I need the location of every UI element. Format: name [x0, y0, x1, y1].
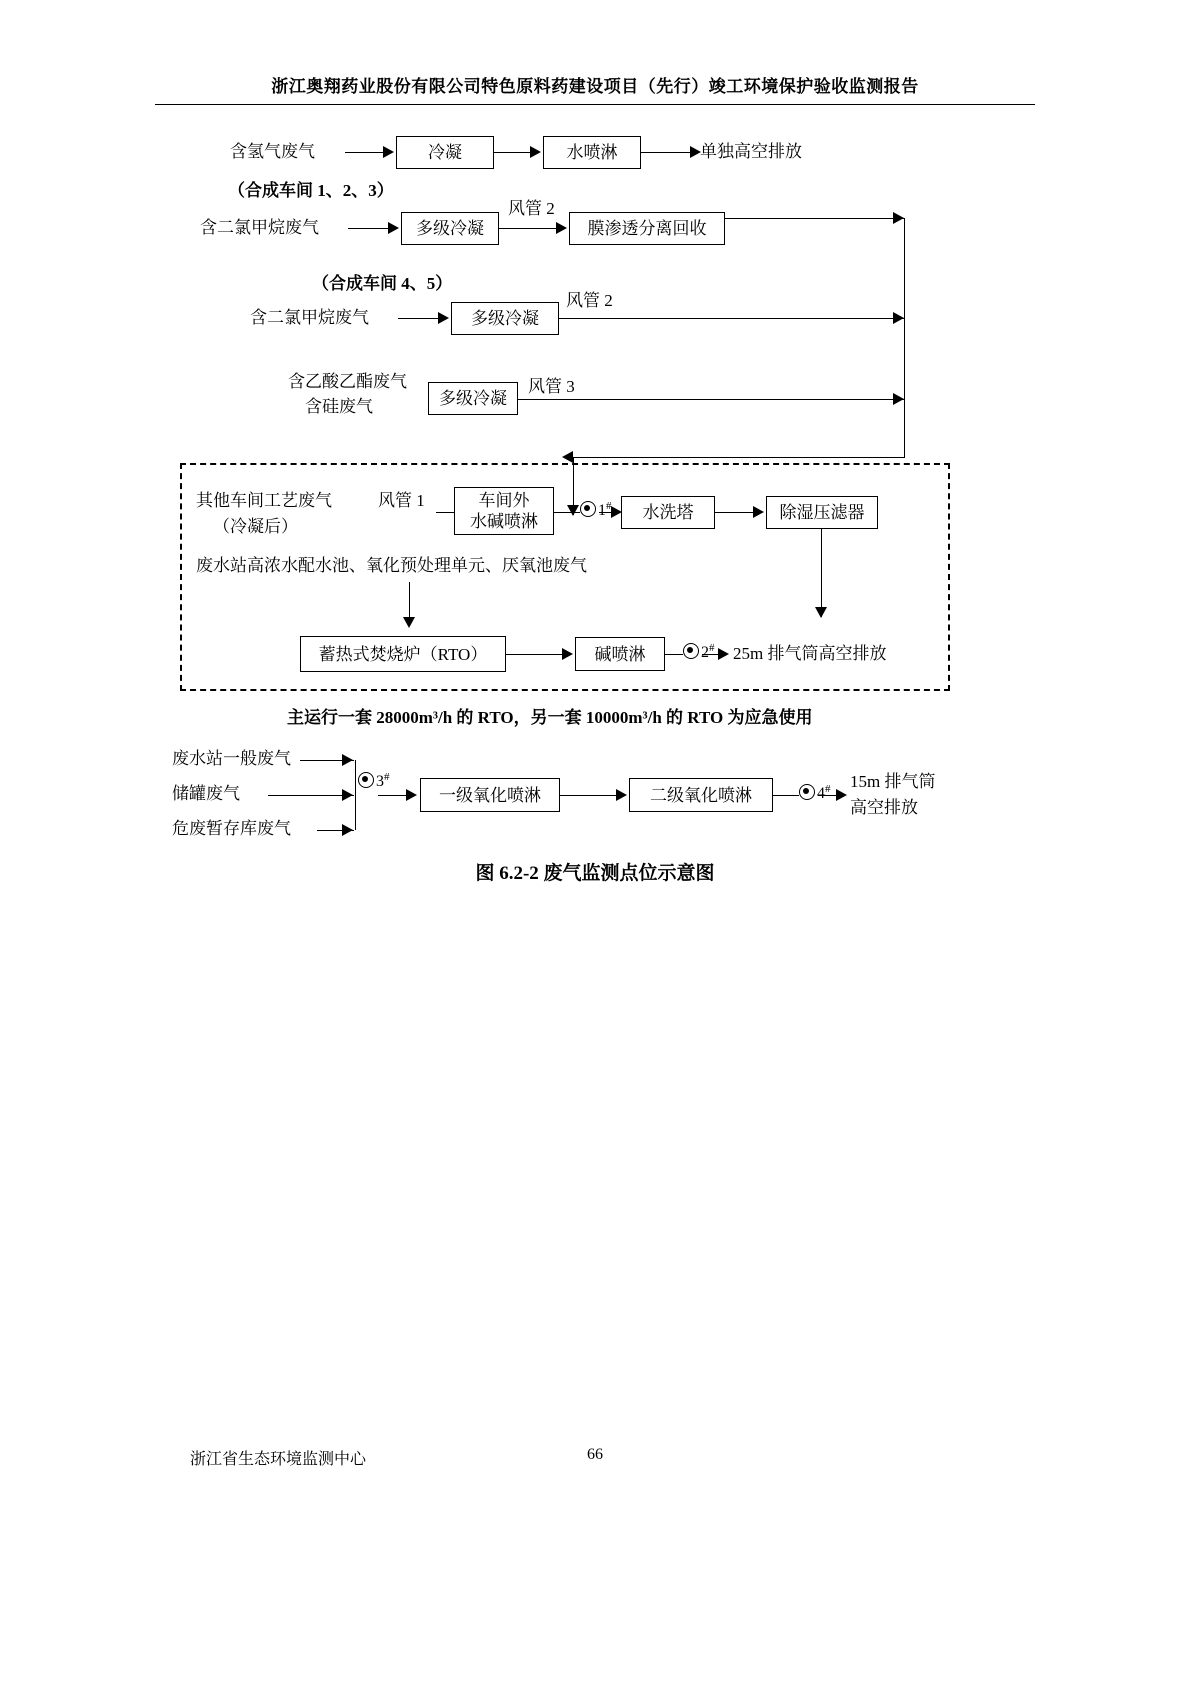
monitoring-point-2: 2#: [683, 642, 715, 662]
row2-line-1: [348, 228, 392, 229]
footer-organization: 浙江省生态环境监测中心: [190, 1451, 367, 1468]
rto-note: 主运行一套 28000m³/h 的 RTO，另一套 10000m³/h 的 RTO 为应急使用: [287, 708, 813, 727]
bottom-source-label-3: 危废暂存库废气: [172, 819, 291, 838]
monitoring-point-icon: [683, 643, 699, 659]
row2-arrow-1: [388, 222, 399, 234]
row1-outlet-label: 单独高空排放: [700, 142, 802, 161]
row4-duct-label: 风管 3: [528, 377, 575, 396]
bottom-box-secondary-oxidation: 二级氧化喷淋: [629, 778, 773, 812]
row2-box-membrane-recovery: 膜渗透分离回收: [569, 212, 725, 245]
row3-arrow-to-bus: [893, 312, 904, 324]
row2-arrow-to-bus: [893, 212, 904, 224]
monitoring-point-icon: [580, 501, 596, 517]
row4-source-label-1: 含乙酸乙酯废气: [288, 372, 407, 391]
monitoring-point-4: 4#: [799, 783, 831, 803]
row3-group-label: （合成车间 4、5）: [312, 274, 453, 293]
row1-box-water-spray: 水喷淋: [543, 136, 641, 169]
footer-page-number: 66: [587, 1446, 603, 1463]
rto-box-furnace: 蓄热式焚烧炉（RTO）: [300, 636, 506, 672]
row2-arrow-2: [556, 222, 567, 234]
bottom-arrow-to-box1: [406, 789, 417, 801]
row3-line-1: [398, 318, 442, 319]
rto-arrow-to-dehumid: [753, 506, 764, 518]
row1-arrow-1: [383, 146, 394, 158]
row1-line-3: [641, 152, 696, 153]
row1-source-label: 含氢气废气: [230, 142, 315, 161]
row4-arrow-to-bus: [893, 393, 904, 405]
bottom-line-box2-to-point4: [773, 795, 799, 796]
rto-outlet-label: 25m 排气筒高空排放: [733, 644, 887, 663]
row2-duct-label: 风管 2: [508, 199, 555, 218]
rto-line-alkali-to-point2: [665, 654, 683, 655]
rto-box-outdoor-spray: [454, 487, 554, 535]
rto-source-label-1: 其他车间工艺废气: [196, 491, 332, 510]
rto-duct1-label: 风管 1: [378, 491, 425, 510]
bottom-source-label-2: 储罐废气: [172, 784, 240, 803]
right-bus-vertical: [904, 218, 905, 458]
bus-horizontal-into-block: [572, 457, 905, 458]
monitoring-point-1: 1#: [580, 500, 612, 520]
row3-box-multistage-condense: 多级冷凝: [451, 302, 559, 335]
bottom-arrow-2: [342, 789, 353, 801]
row3-arrow-1: [438, 312, 449, 324]
rto-box-outdoor-spray-line2: 水碱喷淋: [470, 512, 538, 531]
rto-box-dehumidifier: 除湿压滤器: [766, 496, 878, 529]
rto-line-furnace-to-alkali: [506, 654, 568, 655]
row2-line-2: [499, 228, 561, 229]
header-divider: [155, 104, 1035, 105]
row2-group-label: （合成车间 1、2、3）: [228, 181, 394, 200]
rto-line-box-to-point1: [554, 512, 580, 513]
row4-source-label-2: 含硅废气: [305, 397, 373, 416]
row1-line-1: [345, 152, 387, 153]
page-header: 浙江奥翔药业股份有限公司特色原料药建设项目（先行）竣工环境保护验收监测报告: [271, 77, 919, 96]
row2-line-to-bus: [725, 218, 905, 219]
monitoring-point-icon: [358, 772, 374, 788]
rto-wastewater-source-label: 废水站高浓水配水池、氧化预处理单元、厌氧池废气: [196, 556, 587, 575]
rto-line-duct-to-box: [436, 512, 454, 513]
figure-caption: 图 6.2-2 废气监测点位示意图: [475, 863, 715, 884]
row3-line-to-bus: [559, 318, 905, 319]
bottom-arrow-to-outlet: [836, 789, 847, 801]
row4-box-multistage-condense: 多级冷凝: [428, 382, 518, 415]
monitoring-point-3: 3#: [358, 771, 390, 791]
bottom-outlet-label-2: 高空排放: [850, 798, 918, 817]
row2-box-multistage-condense: 多级冷凝: [401, 212, 499, 245]
monitoring-point-icon: [799, 784, 815, 800]
rto-box-alkali-spray: 碱喷淋: [575, 637, 665, 671]
bottom-arrow-3: [342, 824, 353, 836]
row1-arrow-2: [530, 146, 541, 158]
bottom-arrow-to-box2: [616, 789, 627, 801]
bus-arrow-left: [562, 451, 573, 463]
rto-arrow-left-down: [403, 617, 415, 628]
rto-arrow-to-outlet: [718, 648, 729, 660]
rto-arrow-dehumid-down: [815, 607, 827, 618]
rto-arrow-to-alkali: [562, 648, 573, 660]
bottom-source-label-1: 废水站一般废气: [172, 749, 291, 768]
row2-source-label: 含二氯甲烷废气: [200, 218, 319, 237]
row3-duct-label: 风管 2: [566, 291, 613, 310]
row3-source-label: 含二氯甲烷废气: [250, 308, 369, 327]
rto-box-outdoor-spray-line1: 车间外: [478, 491, 530, 510]
row1-box-condense: 冷凝: [396, 136, 494, 169]
rto-box-water-scrubber: 水洗塔: [621, 496, 715, 529]
bottom-outlet-label-1: 15m 排气筒: [850, 772, 936, 791]
bottom-line-box1-to-box2: [560, 795, 622, 796]
bottom-collector-vertical: [355, 760, 356, 830]
bottom-arrow-1: [342, 754, 353, 766]
bottom-box-primary-oxidation: 一级氧化喷淋: [420, 778, 560, 812]
row4-line-to-bus: [518, 399, 905, 400]
rto-source-label-2: （冷凝后）: [213, 517, 298, 536]
rto-line-dehumid-down: [821, 529, 822, 617]
